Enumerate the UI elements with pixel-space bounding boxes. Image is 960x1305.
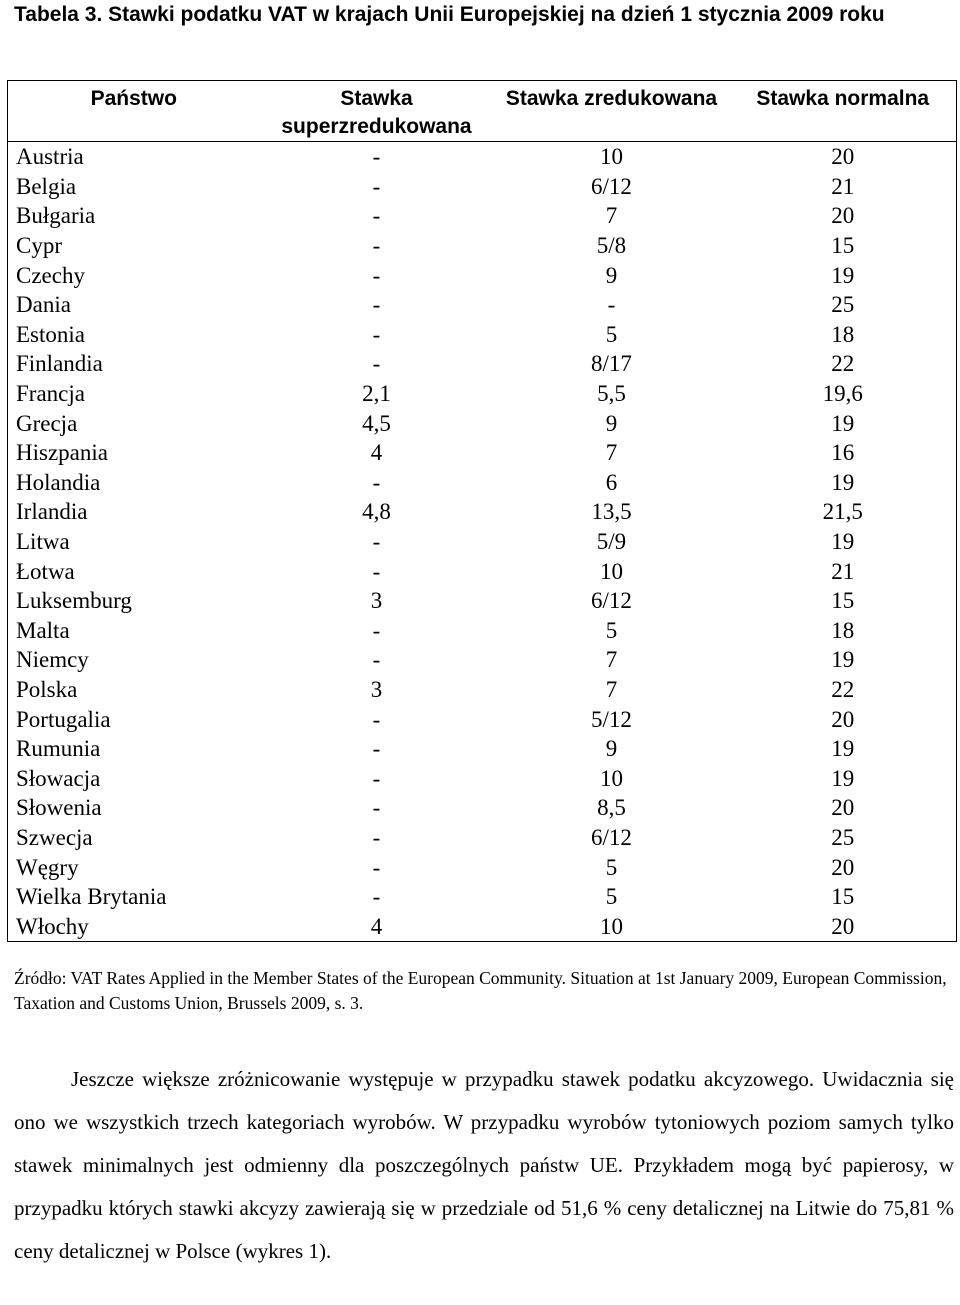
cell-super-reduced-rate: - [372, 469, 381, 495]
cell-standard-rate: 19 [730, 468, 957, 498]
cell-reduced-rate: 10 [600, 144, 623, 170]
cell-reduced-rate: 5/12 [591, 706, 632, 732]
table-row [8, 793, 957, 823]
cell-standard-rate: 19 [730, 260, 957, 290]
table-row [8, 408, 957, 438]
cell-super-reduced-rate: 4 [370, 440, 383, 466]
cell-standard-rate: 19,6 [730, 379, 957, 409]
cell-standard-rate: 19 [730, 734, 957, 764]
cell-reduced-rate: 5/8 [596, 233, 627, 259]
cell-super-reduced-rate: - [372, 647, 381, 673]
cell-country: Polska [8, 675, 260, 705]
cell-reduced-rate: 7 [605, 203, 618, 229]
cell-super-reduced-rate: - [372, 529, 381, 555]
cell-country: Austria [8, 142, 260, 172]
table-row [8, 763, 957, 793]
cell-country: Francja [8, 379, 260, 409]
cell-country: Łotwa [8, 556, 260, 586]
cell-country: Czechy [8, 260, 260, 290]
cell-country: Szwecja [8, 823, 260, 853]
cell-super-reduced-rate: 4 [260, 911, 494, 941]
cell-country: Włochy [8, 911, 260, 941]
body-paragraph: Jeszcze większe zróżnicowanie występuje w przypadku stawek podatku akcyzowego. Uwidacznia się ono we wszystkich trzech kategoriach wyrobów. W przypadku wyrobów tytoniowych poziom samych tylko stawek minimalnych jest odmienny dla poszczególnych państw UE. Przykładem mogą być papierosy, w przypadku których stawki akcyzy zawierają się w przedziale od 51,6 % ceny detalicznej na Litwie do 75,81 % ceny detalicznej w Polsce (wykres 1). [14, 1067, 954, 1263]
body-text [14, 1058, 954, 1273]
vat-rates-table [7, 80, 957, 942]
cell-super-reduced-rate: 2,1 [362, 381, 391, 407]
cell-super-reduced-rate: - [372, 765, 381, 791]
cell-super-reduced-rate: - [372, 262, 381, 288]
cell-reduced-rate: 7 [605, 676, 618, 702]
cell-reduced-rate: 6/12 [591, 824, 632, 850]
table-row [8, 911, 957, 941]
cell-country: Grecja [8, 408, 260, 438]
cell-super-reduced-rate: 4,5 [362, 410, 391, 436]
table-row [8, 675, 957, 705]
cell-super-reduced-rate: - [372, 233, 381, 259]
cell-standard-rate: 18 [730, 616, 957, 646]
cell-standard-rate: 15 [730, 231, 957, 261]
table-body [8, 142, 957, 942]
cell-country: Litwa [8, 527, 260, 557]
table-caption: Tabela 3. Stawki podatku VAT w krajach Unii Europejskiej na dzień 1 stycznia 2009 roku [14, 3, 885, 26]
cell-super-reduced-rate: - [372, 203, 381, 229]
header-reduced-rate: Stawka zredukowana [494, 81, 730, 142]
cell-super-reduced-rate: - [372, 706, 381, 732]
cell-reduced-rate: 10 [600, 558, 623, 584]
cell-standard-rate: 20 [730, 704, 957, 734]
cell-standard-rate: 21 [730, 556, 957, 586]
cell-reduced-rate: 10 [600, 765, 623, 791]
table-row [8, 616, 957, 646]
cell-standard-rate: 25 [730, 823, 957, 853]
cell-standard-rate: 20 [730, 201, 957, 231]
cell-country: Estonia [8, 320, 260, 350]
table-row [8, 142, 957, 172]
table-row [8, 704, 957, 734]
table-row [8, 734, 957, 764]
cell-reduced-rate: - [607, 292, 616, 318]
cell-standard-rate: 25 [730, 290, 957, 320]
cell-country: Słowenia [8, 793, 260, 823]
source-note: Źródło: VAT Rates Applied in the Member States of the European Community. Situation at 1st January 2009, European Commission, Taxation and Customs Union, Brussels 2009, s. 3. [14, 968, 947, 1013]
cell-super-reduced-rate: - [372, 173, 381, 199]
table-row [8, 320, 957, 350]
cell-country: Malta [8, 616, 260, 646]
cell-standard-rate: 19 [730, 763, 957, 793]
cell-country: Dania [8, 290, 260, 320]
table-row [8, 882, 957, 912]
cell-reduced-rate: 5/9 [596, 529, 627, 555]
cell-super-reduced-rate: 3 [370, 676, 383, 702]
cell-super-reduced-rate: - [372, 321, 381, 347]
cell-reduced-rate: 6/12 [591, 173, 632, 199]
cell-super-reduced-rate: 4,8 [362, 499, 391, 525]
header-super-reduced-rate: Stawka superzredukowana [260, 81, 494, 142]
table-row [8, 852, 957, 882]
cell-reduced-rate: 6/12 [591, 588, 632, 614]
cell-standard-rate: 18 [730, 320, 957, 350]
cell-reduced-rate: 9 [605, 262, 618, 288]
cell-reduced-rate: 5 [605, 884, 618, 910]
cell-country: Rumunia [8, 734, 260, 764]
cell-super-reduced-rate: - [372, 824, 381, 850]
table-row [8, 349, 957, 379]
cell-reduced-rate: 9 [605, 410, 618, 436]
cell-standard-rate: 15 [730, 882, 957, 912]
table-row [8, 468, 957, 498]
cell-reduced-rate: 8/17 [591, 351, 632, 377]
cell-reduced-rate: 8,5 [597, 795, 626, 821]
cell-country: Portugalia [8, 704, 260, 734]
table-header-row [8, 81, 957, 142]
cell-super-reduced-rate: - [372, 351, 381, 377]
cell-country: Belgia [8, 172, 260, 202]
cell-super-reduced-rate: - [372, 292, 381, 318]
cell-super-reduced-rate: - [372, 795, 381, 821]
cell-standard-rate: 19 [730, 408, 957, 438]
table-row [8, 172, 957, 202]
cell-super-reduced-rate: - [372, 144, 381, 170]
cell-standard-rate: 20 [730, 793, 957, 823]
cell-reduced-rate: 13,5 [591, 499, 632, 525]
cell-standard-rate: 20 [730, 911, 957, 941]
cell-super-reduced-rate: 3 [370, 588, 383, 614]
cell-standard-rate: 22 [730, 675, 957, 705]
header-standard-rate: Stawka normalna [730, 81, 957, 142]
cell-super-reduced-rate: - [372, 736, 381, 762]
cell-standard-rate: 19 [730, 645, 957, 675]
cell-reduced-rate: 5 [605, 321, 618, 347]
table-row [8, 645, 957, 675]
cell-country: Holandia [8, 468, 260, 498]
table-row [8, 201, 957, 231]
cell-standard-rate: 21 [730, 172, 957, 202]
header-country: Państwo [8, 81, 260, 142]
cell-standard-rate: 20 [730, 142, 957, 172]
cell-country: Niemcy [8, 645, 260, 675]
cell-reduced-rate: 9 [605, 736, 618, 762]
cell-reduced-rate: 5 [605, 617, 618, 643]
table-row [8, 379, 957, 409]
cell-standard-rate: 20 [730, 852, 957, 882]
table-row [8, 556, 957, 586]
cell-reduced-rate: 5 [605, 854, 618, 880]
cell-reduced-rate: 7 [605, 647, 618, 673]
cell-super-reduced-rate: - [372, 884, 381, 910]
cell-standard-rate: 16 [730, 438, 957, 468]
table-row [8, 586, 957, 616]
cell-super-reduced-rate: - [372, 558, 381, 584]
table-row [8, 260, 957, 290]
cell-country: Wielka Brytania [8, 882, 260, 912]
cell-country: Luksemburg [8, 586, 260, 616]
cell-reduced-rate: 10 [494, 911, 730, 941]
table-row [8, 527, 957, 557]
cell-country: Bułgaria [8, 201, 260, 231]
cell-country: Słowacja [8, 763, 260, 793]
table-row [8, 497, 957, 527]
table-row [8, 290, 957, 320]
table-row [8, 231, 957, 261]
cell-standard-rate: 21,5 [730, 497, 957, 527]
cell-reduced-rate: 7 [605, 440, 618, 466]
cell-super-reduced-rate: - [372, 617, 381, 643]
cell-standard-rate: 22 [730, 349, 957, 379]
cell-country: Węgry [8, 852, 260, 882]
cell-standard-rate: 19 [730, 527, 957, 557]
table-row [8, 823, 957, 853]
cell-standard-rate: 15 [730, 586, 957, 616]
cell-country: Cypr [8, 231, 260, 261]
cell-super-reduced-rate: - [372, 854, 381, 880]
cell-reduced-rate: 6 [605, 469, 618, 495]
cell-reduced-rate: 5,5 [597, 381, 626, 407]
cell-country: Hiszpania [8, 438, 260, 468]
cell-country: Finlandia [8, 349, 260, 379]
table-row [8, 438, 957, 468]
cell-country: Irlandia [8, 497, 260, 527]
